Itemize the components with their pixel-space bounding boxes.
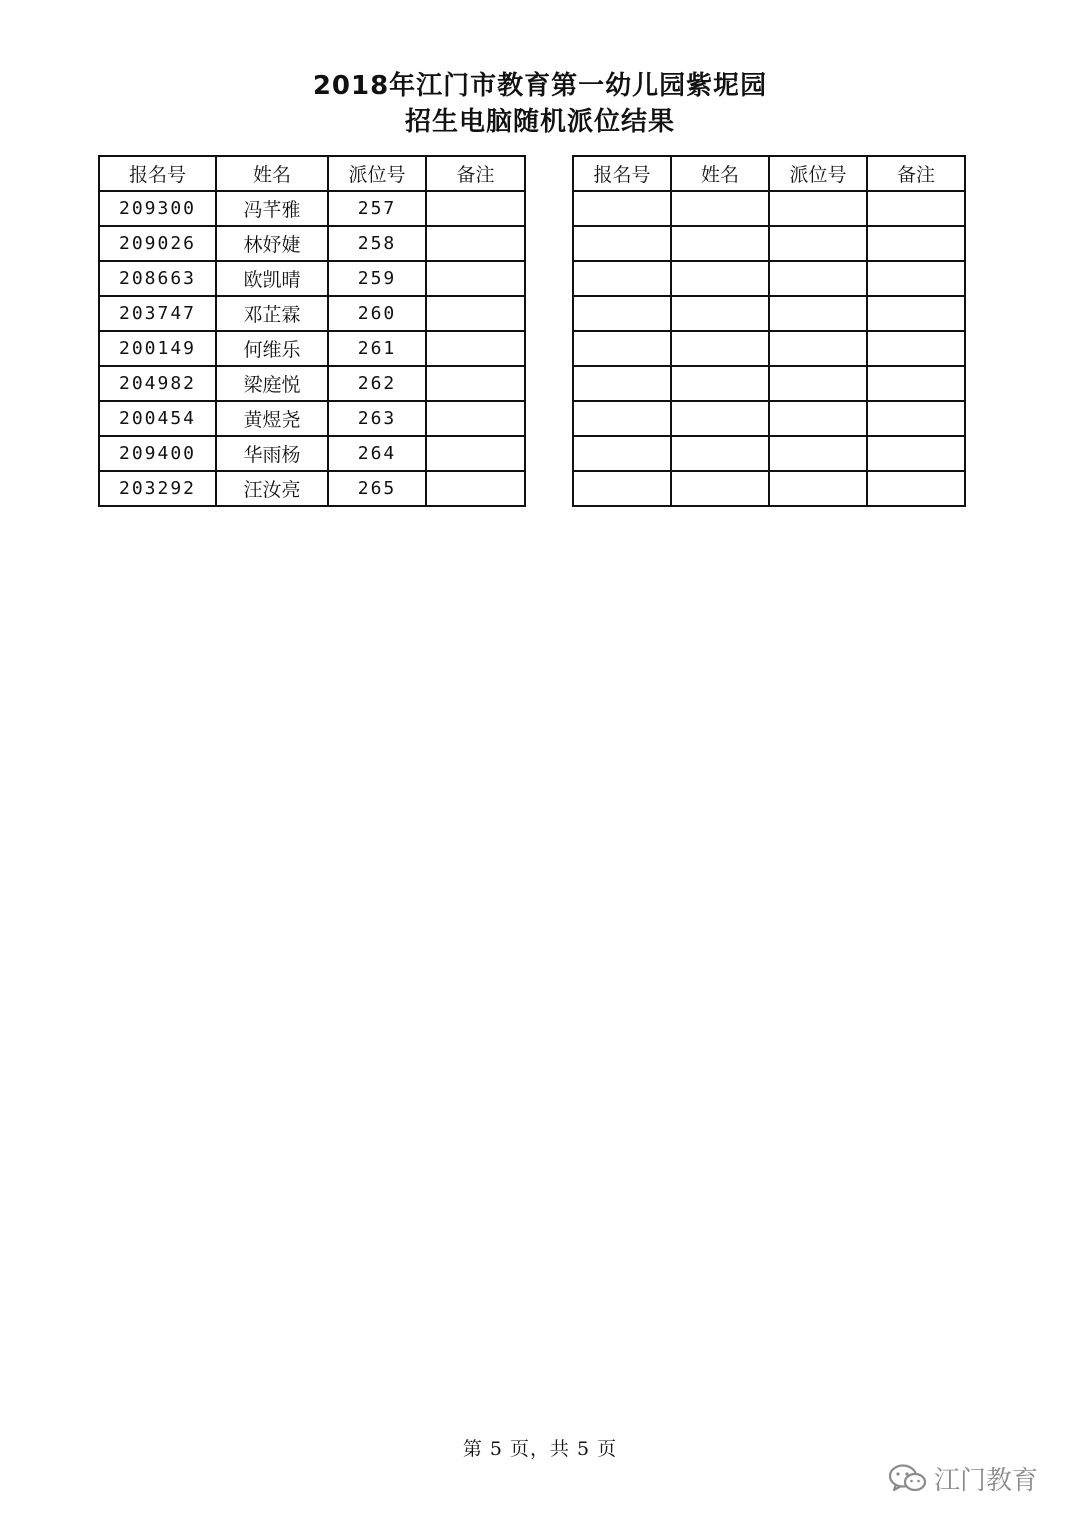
registration-no-cell: 203747 [99,296,216,331]
remarks-cell [867,401,965,436]
table-row [573,226,965,261]
table-row [573,191,965,226]
page-number: 第 5 页，共 5 页 [462,1438,618,1460]
name-cell [671,366,769,401]
table-header-row [99,156,525,191]
name-cell: 林妤婕 [216,226,328,261]
table-row [99,401,525,436]
remarks-cell [426,471,525,506]
registration-no-cell [573,366,671,401]
remarks-cell [867,191,965,226]
name-cell [671,331,769,366]
document-title-line2: 招生电脑随机派位结果 [404,107,675,137]
remarks-cell [426,331,525,366]
remarks-cell [426,436,525,471]
header-remarks: 备注 [426,156,525,191]
seat-no-cell [769,401,867,436]
table-row [573,331,965,366]
seat-no-cell [769,226,867,261]
header-remarks: 备注 [867,156,965,191]
seat-no-cell: 258 [328,226,426,261]
registration-no-cell: 200454 [99,401,216,436]
name-cell: 华雨杨 [216,436,328,471]
watermark-text: 江门教育 [934,1466,1039,1496]
seat-no-cell [769,471,867,506]
seat-no-cell: 262 [328,366,426,401]
table-header-row [573,156,965,191]
name-cell [671,401,769,436]
table-row [99,331,525,366]
seat-no-cell: 260 [328,296,426,331]
results-table-right [572,155,966,507]
remarks-cell [867,261,965,296]
name-cell: 黄煜尧 [216,401,328,436]
remarks-cell [867,436,965,471]
table-row [573,296,965,331]
registration-no-cell [573,471,671,506]
seat-no-cell [769,191,867,226]
registration-no-cell: 203292 [99,471,216,506]
name-cell [671,471,769,506]
table-row [99,471,525,506]
name-cell: 梁庭悦 [216,366,328,401]
seat-no-cell: 257 [328,191,426,226]
name-cell: 汪汝亮 [216,471,328,506]
table-row [99,366,525,401]
remarks-cell [867,366,965,401]
registration-no-cell: 209300 [99,191,216,226]
registration-no-cell: 200149 [99,331,216,366]
name-cell [671,191,769,226]
remarks-cell [867,471,965,506]
name-cell [671,226,769,261]
seat-no-cell: 264 [328,436,426,471]
registration-no-cell: 209400 [99,436,216,471]
seat-no-cell [769,366,867,401]
table-row [573,436,965,471]
remarks-cell [426,401,525,436]
remarks-cell [426,226,525,261]
name-cell: 何维乐 [216,331,328,366]
table-row [99,261,525,296]
registration-no-cell: 204982 [99,366,216,401]
remarks-cell [426,366,525,401]
registration-no-cell [573,226,671,261]
remarks-cell [426,261,525,296]
header-seat-no: 派位号 [769,156,867,191]
results-table-left [98,155,526,507]
seat-no-cell: 261 [328,331,426,366]
name-cell [671,296,769,331]
table-row [573,401,965,436]
header-name: 姓名 [671,156,769,191]
name-cell: 欧凯晴 [216,261,328,296]
table-row [99,436,525,471]
name-cell [671,436,769,471]
seat-no-cell: 263 [328,401,426,436]
registration-no-cell [573,331,671,366]
remarks-cell [867,331,965,366]
registration-no-cell [573,401,671,436]
registration-no-cell [573,296,671,331]
registration-no-cell [573,261,671,296]
seat-no-cell [769,296,867,331]
wechat-icon [888,1463,928,1495]
name-cell: 邓芷霖 [216,296,328,331]
table-row [573,261,965,296]
table-row [573,471,965,506]
watermark [888,1460,1038,1497]
header-registration-no: 报名号 [573,156,671,191]
seat-no-cell [769,436,867,471]
registration-no-cell [573,191,671,226]
seat-no-cell: 265 [328,471,426,506]
seat-no-cell: 259 [328,261,426,296]
table-row [99,226,525,261]
seat-no-cell [769,331,867,366]
remarks-cell [867,296,965,331]
remarks-cell [426,296,525,331]
name-cell [671,261,769,296]
registration-no-cell [573,436,671,471]
remarks-cell [426,191,525,226]
header-name: 姓名 [216,156,328,191]
table-row [573,366,965,401]
table-row [99,191,525,226]
seat-no-cell [769,261,867,296]
table-row [99,296,525,331]
registration-no-cell: 208663 [99,261,216,296]
remarks-cell [867,226,965,261]
header-seat-no: 派位号 [328,156,426,191]
document-title-line1: 2018年江门市教育第一幼儿园紫坭园 [312,71,768,101]
name-cell: 冯芊雅 [216,191,328,226]
registration-no-cell: 209026 [99,226,216,261]
header-registration-no: 报名号 [99,156,216,191]
